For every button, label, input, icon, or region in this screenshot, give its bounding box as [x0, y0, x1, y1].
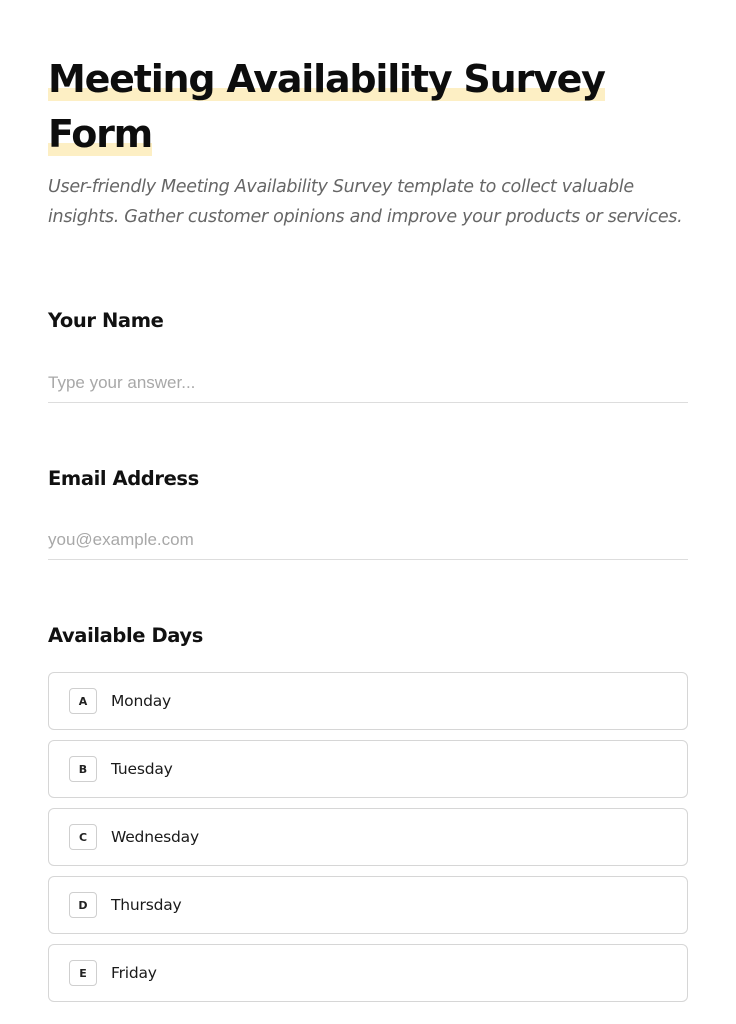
option-key-badge: C [69, 824, 97, 850]
option-label: Wednesday [111, 828, 199, 846]
page-title-line-2: Form [48, 112, 153, 156]
option-wednesday[interactable] [48, 808, 688, 866]
option-label: Thursday [111, 896, 182, 914]
option-tuesday[interactable] [48, 740, 688, 798]
page-title-line-1: Meeting Availability Survey [48, 57, 605, 101]
option-key-badge: B [69, 756, 97, 782]
page-title [48, 52, 688, 162]
question-label-days: Available Days [48, 624, 203, 647]
email-input[interactable] [48, 520, 688, 560]
option-label: Tuesday [111, 760, 173, 778]
question-label-name: Your Name [48, 309, 164, 332]
option-label: Friday [111, 964, 157, 982]
available-days-options [48, 672, 688, 1012]
option-thursday[interactable] [48, 876, 688, 934]
page-subtitle: User-friendly Meeting Availability Survey template to collect valuable insights. Gather customer opinions and improve your products or services. [48, 177, 683, 227]
option-key-badge: D [69, 892, 97, 918]
option-key-badge: E [69, 960, 97, 986]
name-input[interactable] [48, 363, 688, 403]
option-monday[interactable] [48, 672, 688, 730]
option-key-badge: A [69, 688, 97, 714]
survey-form [48, 0, 688, 982]
option-label: Monday [111, 692, 171, 710]
option-friday[interactable] [48, 944, 688, 1002]
question-label-email: Email Address [48, 467, 199, 490]
